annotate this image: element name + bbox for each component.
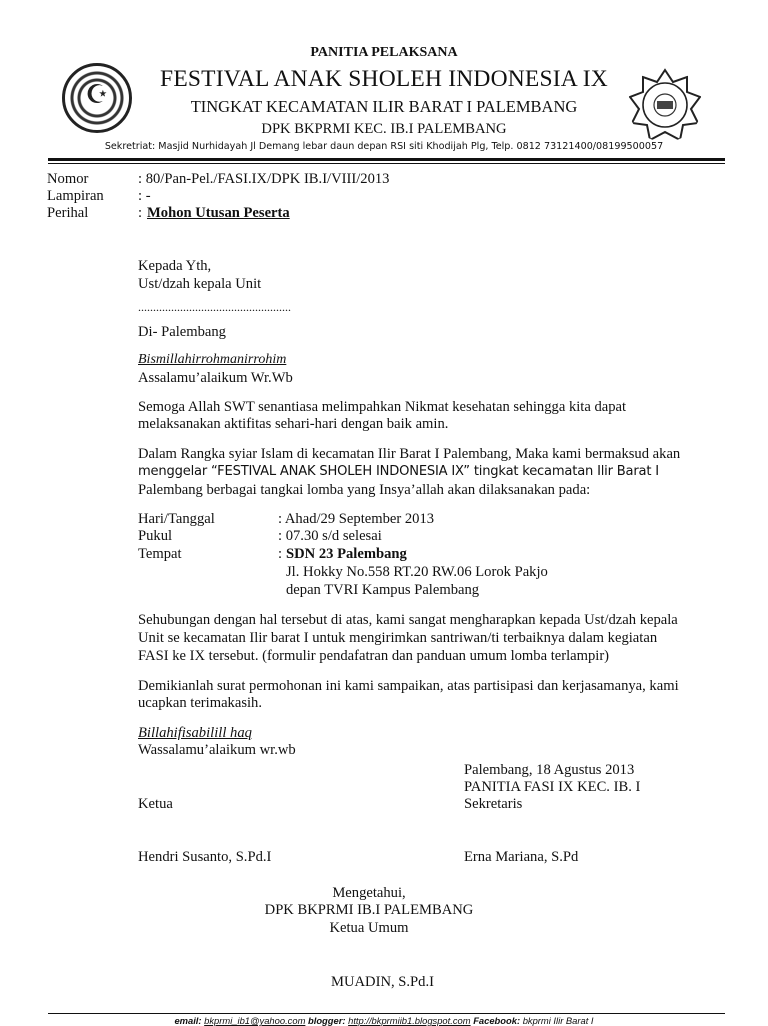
perihal-value: Mohon Utusan Peserta — [147, 205, 290, 221]
secretariat-address: Sekretriat: Masjid Nurhidayah Jl Demang lebar daun depan RSI siti Khodijah Plg, Telp. 0812 73121400/08199500057 — [104, 141, 664, 152]
paragraph-line: FASI ke IX tersebut. (formulir pendafatran dan panduan umum lomba terlampir) — [138, 648, 610, 664]
lampiran-value: : - — [138, 188, 151, 204]
header-divider-thick — [48, 158, 725, 161]
perihal-colon: : — [138, 205, 143, 221]
lampiran-label: Lampiran — [47, 188, 104, 204]
paragraph-line: Dalam Rangka syiar Islam di kecamatan Ilir Barat I Palembang, Maka kami bermaksud akan — [138, 446, 681, 462]
facebook-link[interactable]: bkprmi Ilir Barat I — [522, 1015, 594, 1026]
header-divider-thin — [48, 163, 725, 164]
footer-contacts — [0, 1015, 768, 1026]
acknowledgement-role: Ketua Umum — [329, 920, 409, 936]
event-place-label: Tempat — [138, 546, 182, 562]
committee-name: PANITIA FASI IX KEC. IB. I — [464, 779, 641, 795]
organization-line: DPK BKPRMI KEC. IB.I PALEMBANG — [261, 121, 507, 137]
nomor-label: Nomor — [47, 171, 89, 187]
paragraph-line: Sehubungan dengan hal tersebut di atas, kami sangat mengharapkan kepada Ust/dzah kepala — [138, 612, 678, 628]
place-date: Palembang, 18 Agustus 2013 — [464, 762, 635, 778]
event-time-label: Pukul — [138, 528, 173, 544]
event-place-colon: : — [278, 546, 283, 562]
festival-title: FESTIVAL ANAK SHOLEH INDONESIA IX — [160, 66, 608, 92]
perihal-label: Perihal — [47, 205, 89, 221]
event-place-landmark: depan TVRI Kampus Palembang — [286, 582, 480, 598]
paragraph-line: melaksanakan aktifitas sehari-hari dengan baik amin. — [138, 416, 449, 432]
paragraph-line: Demikianlah surat permohonan ini kami sampaikan, atas partisipasi dan kerjasamanya, kami — [138, 678, 679, 694]
acknowledgement-label: Mengetahui, — [332, 885, 406, 901]
opening-salam: Assalamu’alaikum Wr.Wb — [138, 370, 293, 386]
right-signer-role: Sekretaris — [464, 796, 523, 812]
event-day-value: : Ahad/29 September 2013 — [278, 511, 435, 527]
footer-divider — [48, 1013, 725, 1014]
recipient-title: Ust/dzah kepala Unit — [138, 276, 262, 292]
recipient-blank: ................................................... — [138, 300, 291, 314]
acknowledgement-name: MUADIN, S.Pd.I — [331, 974, 434, 990]
closing-salam: Wassalamu’alaikum wr.wb — [138, 742, 296, 758]
blogger-link[interactable]: http://bkprmiib1.blogspot.com — [348, 1015, 471, 1026]
basmalah: Bismillahirrohmanirrohim — [138, 352, 287, 367]
event-place-address: Jl. Hokky No.558 RT.20 RW.06 Lorok Pakjo — [286, 564, 548, 580]
paragraph-line: Palembang berbagai tangkai lomba yang Insya’allah akan dilaksanakan pada: — [138, 482, 591, 498]
email-link[interactable]: bkprmi_ib1@yahoo.com — [204, 1015, 306, 1026]
event-time-value: : 07.30 s/d selesai — [278, 528, 382, 544]
acknowledgement-org: DPK BKPRMI IB.I PALEMBANG — [264, 902, 474, 918]
left-signer-name: Hendri Susanto, S.Pd.I — [138, 849, 272, 865]
closing-billahi: Billahifisabilill haq — [138, 725, 252, 741]
paragraph-line: Semoga Allah SWT senantiasa melimpahkan Nikmat kesehatan sehingga kita dapat — [138, 399, 627, 415]
recipient-greeting: Kepada Yth, — [138, 258, 212, 274]
email-label: email: — [174, 1015, 202, 1026]
event-place-name: SDN 23 Palembang — [286, 546, 407, 562]
paragraph-line: menggelar “FESTIVAL ANAK SHOLEH INDONESIA IX” tingkat kecamatan Ilir Barat I — [138, 464, 659, 479]
committee-heading: PANITIA PELAKSANA — [310, 45, 458, 60]
paragraph-line: Unit se kecamatan Ilir barat I untuk mengirimkan santriwan/ti terbaiknya dalam kegiatan — [138, 630, 658, 646]
paragraph-line: ucapkan terimakasih. — [138, 695, 262, 711]
blogger-label: blogger: — [308, 1015, 346, 1026]
facebook-label: Facebook: — [473, 1015, 521, 1026]
left-signer-role: Ketua — [138, 796, 173, 812]
recipient-location: Di- Palembang — [138, 324, 226, 340]
festival-subtitle: TINGKAT KECAMATAN ILIR BARAT I PALEMBANG — [190, 97, 578, 116]
nomor-value: : 80/Pan-Pel./FASI.IX/DPK IB.I/VIII/2013 — [138, 171, 390, 187]
right-signer-name: Erna Mariana, S.Pd — [464, 849, 579, 865]
event-day-label: Hari/Tanggal — [138, 511, 215, 527]
